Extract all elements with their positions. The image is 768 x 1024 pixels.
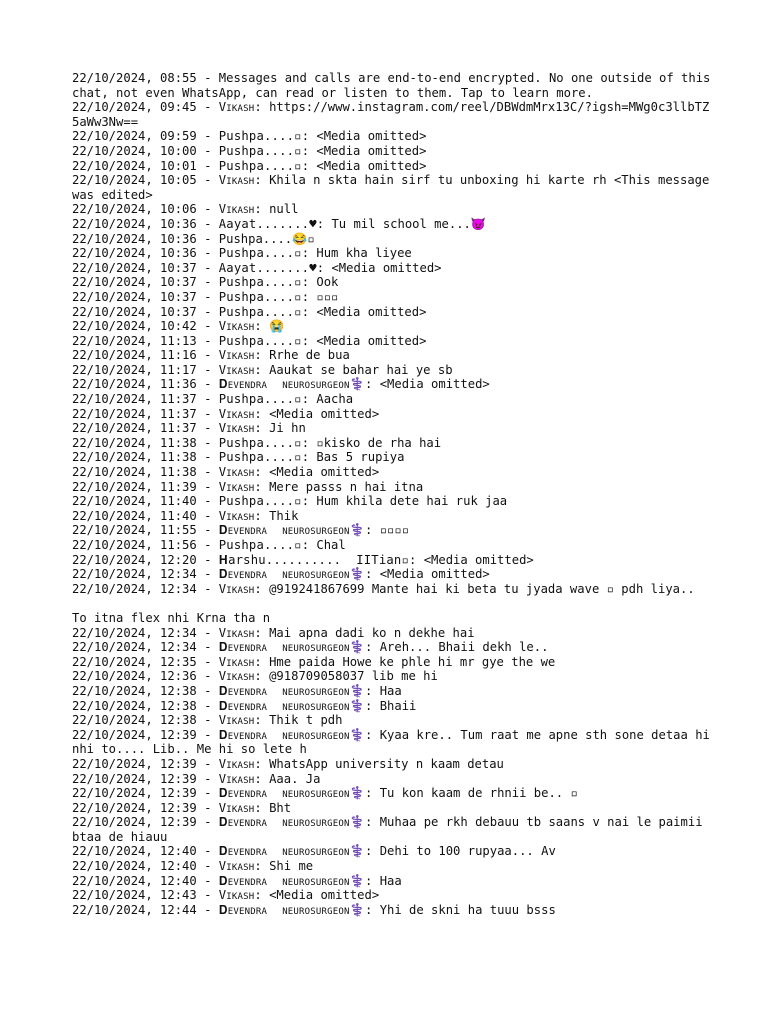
message-text: Mai apna dadi ko n dekhe hai <box>269 625 475 640</box>
message-line: 22/10/2024, 09:45 - Vikash: https://www.instagram.com/reel/DBWdmMrx13C/?igsh=MWg0c3llbTZ5aWw3Nw== <box>72 100 710 129</box>
message-timestamp: 22/10/2024, 11:56 <box>72 538 197 552</box>
message-line: 22/10/2024, 10:37 - Pushpa....▫: <Media omitted> <box>72 304 427 319</box>
message-line: 22/10/2024, 10:36 - Aayat.......♥: Tu mil school me...😈 <box>72 216 487 231</box>
message-line: 22/10/2024, 11:16 - Vikash: Rrhe de bua <box>72 348 350 363</box>
message-sender: 𝐇arshu.......... IITian▫ <box>218 552 409 567</box>
message-line: 22/10/2024, 10:37 - Pushpa....▫: Ook <box>72 275 339 290</box>
message-sender: Vikash <box>218 100 255 115</box>
message-sender: Vikash <box>218 771 255 786</box>
message-line: 22/10/2024, 11:37 - Pushpa....▫: Aacha <box>72 392 354 407</box>
message-line: 22/10/2024, 10:36 - Pushpa....▫: Hum kha liyee <box>72 246 412 261</box>
message-timestamp: 22/10/2024, 12:34 <box>72 581 197 596</box>
message-line: 22/10/2024, 12:39 - Vikash: Bht <box>72 800 292 815</box>
message-line: 22/10/2024, 10:36 - Pushpa....😂▫ <box>72 231 315 246</box>
message-timestamp: 22/10/2024, 11:17 <box>72 362 197 377</box>
message-text: Dehi to 100 rupyaa... Av <box>379 844 556 859</box>
message-text: <Media omitted> <box>269 888 380 903</box>
message-timestamp: 22/10/2024, 12:39 <box>72 727 197 742</box>
message-text: <Media omitted> <box>316 333 427 348</box>
message-line: 22/10/2024, 12:40 - 𝐃evendra neurosurgeon⚕️: Dehi to 100 rupyaa... Av <box>72 844 556 859</box>
message-timestamp: 22/10/2024, 08:55 <box>72 71 197 85</box>
message-line: 22/10/2024, 11:38 - Vikash: <Media omitted> <box>72 465 380 480</box>
message-text: Aacha <box>316 392 354 407</box>
message-text: Hum kha liyee <box>316 246 412 261</box>
message-timestamp: 22/10/2024, 12:39 <box>72 800 197 815</box>
message-sender: Vikash <box>218 800 255 815</box>
message-timestamp: 22/10/2024, 10:06 <box>72 202 197 217</box>
message-sender: Vikash <box>218 173 255 188</box>
message-timestamp: 22/10/2024, 11:16 <box>72 348 197 363</box>
message-timestamp: 22/10/2024, 10:37 <box>72 275 197 290</box>
message-sender: Vikash <box>218 756 255 771</box>
message-text: Ji hn <box>269 421 306 436</box>
message-text: Haa <box>379 873 402 888</box>
message-sender: Pushpa....▫ <box>218 275 302 290</box>
message-sender: 𝐃evendra neurosurgeon⚕️ <box>218 902 365 917</box>
message-text: <Media omitted> <box>269 406 380 421</box>
message-text: ▫kisko de rha hai <box>316 435 442 450</box>
message-line: 22/10/2024, 12:39 - 𝐃evendra neurosurgeon⚕️: Kyaa kre.. Tum raat me apne sth sone detaa hi nhi to.... Lib.. Me hi so lete h <box>72 727 718 757</box>
message-text: Khila n skta hain sirf tu unboxing hi karte rh <This message was edited> <box>72 173 717 202</box>
message-line: 22/10/2024, 12:20 - 𝐇arshu.......... IITian▫: <Media omitted> <box>72 552 534 567</box>
message-sender: Vikash <box>218 465 255 480</box>
message-sender: Vikash <box>218 669 255 684</box>
message-sender: 𝐃evendra neurosurgeon⚕️ <box>218 683 365 698</box>
message-text: @918709058037 lib me hi <box>269 669 438 684</box>
message-sender: Vikash <box>218 406 255 421</box>
message-text: null <box>269 202 299 217</box>
message-timestamp: 22/10/2024, 12:39 <box>72 756 197 771</box>
message-line: 22/10/2024, 10:01 - Pushpa....▫: <Media omitted> <box>72 158 427 173</box>
message-timestamp: 22/10/2024, 10:36 <box>72 216 197 231</box>
message-text: <Media omitted> <box>316 129 427 144</box>
message-line: 22/10/2024, 10:06 - Vikash: null <box>72 202 299 217</box>
message-text: https://www.instagram.com/reel/DBWdmMrx13C/?igsh=MWg0c3llbTZ5aWw3Nw== <box>72 100 710 129</box>
message-line: 22/10/2024, 12:34 - 𝐃evendra neurosurgeon⚕️: <Media omitted> <box>72 567 490 582</box>
message-text: Aaukat se bahar hai ye sb <box>269 362 453 377</box>
message-text: <Media omitted> <box>379 567 490 582</box>
message-sender: Pushpa....▫ <box>218 129 302 144</box>
message-sender: Pushpa....▫ <box>218 143 302 158</box>
message-text: Haa <box>379 683 402 698</box>
message-text: <Media omitted> <box>316 158 427 173</box>
message-text: Thik t pdh <box>269 713 343 728</box>
message-text: Pushpa....😂▫ <box>218 231 315 246</box>
message-text: Chal <box>316 538 346 552</box>
message-line: 22/10/2024, 12:44 - 𝐃evendra neurosurgeon⚕️: Yhi de skni ha tuuu bsss <box>72 902 556 917</box>
message-sender: Vikash <box>218 859 255 874</box>
message-timestamp: 22/10/2024, 12:40 <box>72 844 197 859</box>
message-timestamp: 22/10/2024, 12:40 <box>72 873 197 888</box>
message-line: 22/10/2024, 10:37 - Pushpa....▫: ▫▫▫ <box>72 289 339 304</box>
message-timestamp: 22/10/2024, 10:37 <box>72 289 197 304</box>
message-timestamp: 22/10/2024, 11:55 <box>72 523 197 538</box>
message-sender: Pushpa....▫ <box>218 435 302 450</box>
message-line: 22/10/2024, 10:42 - Vikash: 😭 <box>72 319 285 334</box>
message-text: Mere passs n hai itna <box>269 479 424 494</box>
message-line: 22/10/2024, 11:55 - 𝐃evendra neurosurgeon⚕️: ▫▫▫▫ <box>72 523 410 538</box>
message-timestamp: 22/10/2024, 12:40 <box>72 859 197 874</box>
message-timestamp: 22/10/2024, 11:38 <box>72 465 197 480</box>
message-text: Bas 5 rupiya <box>316 450 405 465</box>
message-text: <Media omitted> <box>331 260 442 275</box>
message-text: WhatsApp university n kaam detau <box>269 756 504 771</box>
message-timestamp: 22/10/2024, 10:37 <box>72 260 197 275</box>
message-text: Hum khila dete hai ruk jaa <box>316 494 508 509</box>
message-timestamp: 22/10/2024, 12:34 <box>72 625 197 640</box>
message-line: 22/10/2024, 12:34 - 𝐃evendra neurosurgeon⚕️: Areh... Bhaii dekh le.. <box>72 640 549 655</box>
chat-export-document <box>72 71 718 917</box>
message-line: 22/10/2024, 11:56 - Pushpa....▫: Chal <box>72 538 346 552</box>
message-sender: Vikash <box>218 319 255 334</box>
message-text: Muhaa pe rkh debauu tb saans v nai le paimii btaa de hiauu <box>72 815 710 844</box>
message-sender: 𝐃evendra neurosurgeon⚕️ <box>218 873 365 888</box>
message-line: 22/10/2024, 10:05 - Vikash: Khila n skta hain sirf tu unboxing hi karte rh <This message was edited> <box>72 173 717 202</box>
message-text: Yhi de skni ha tuuu bsss <box>379 902 556 917</box>
message-timestamp: 22/10/2024, 11:36 <box>72 377 197 392</box>
message-timestamp: 22/10/2024, 11:37 <box>72 392 197 407</box>
message-sender: Vikash <box>218 713 255 728</box>
message-timestamp: 22/10/2024, 12:38 <box>72 713 197 728</box>
message-timestamp: 22/10/2024, 11:37 <box>72 406 197 421</box>
message-line: 22/10/2024, 10:37 - Aayat.......♥: <Media omitted> <box>72 260 442 275</box>
message-sender: Pushpa....▫ <box>218 304 302 319</box>
message-text: Rrhe de bua <box>269 348 350 363</box>
message-line: 22/10/2024, 12:39 - 𝐃evendra neurosurgeon⚕️: Tu kon kaam de rhnii be.. ▫ <box>72 786 578 801</box>
message-sender: Aayat.......♥ <box>218 260 317 275</box>
message-line: 22/10/2024, 11:37 - Vikash: <Media omitted> <box>72 406 380 421</box>
message-line: 22/10/2024, 11:40 - Pushpa....▫: Hum khila dete hai ruk jaa <box>72 494 508 509</box>
message-timestamp: 22/10/2024, 11:38 <box>72 450 197 465</box>
message-line: 22/10/2024, 12:38 - 𝐃evendra neurosurgeon⚕️: Bhaii <box>72 698 417 713</box>
message-timestamp: 22/10/2024, 12:38 <box>72 698 197 713</box>
message-text: Ook <box>316 275 339 290</box>
message-timestamp: 22/10/2024, 10:37 <box>72 304 197 319</box>
message-text: Tu kon kaam de rhnii be.. ▫ <box>379 786 578 801</box>
message-timestamp: 22/10/2024, 11:40 <box>72 494 197 509</box>
message-line: 22/10/2024, 11:37 - Vikash: Ji hn <box>72 421 306 436</box>
message-timestamp: 22/10/2024, 11:13 <box>72 333 197 348</box>
message-timestamp: 22/10/2024, 11:39 <box>72 479 197 494</box>
message-sender: 𝐃evendra neurosurgeon⚕️ <box>218 786 365 801</box>
message-sender: Pushpa....▫ <box>218 494 302 509</box>
message-line: 22/10/2024, 12:34 - Vikash: @919241867699 Mante hai ki beta tu jyada wave ▫ pdh liya.. To itna flex nhi Krna tha n <box>72 581 695 625</box>
message-text: 😭 <box>269 319 285 334</box>
message-sender: Vikash <box>218 348 255 363</box>
message-sender: 𝐃evendra neurosurgeon⚕️ <box>218 640 365 655</box>
message-timestamp: 22/10/2024, 10:36 <box>72 231 197 246</box>
message-line: 22/10/2024, 11:40 - Vikash: Thik <box>72 508 299 523</box>
message-line: 22/10/2024, 09:59 - Pushpa....▫: <Media omitted> <box>72 129 427 144</box>
message-sender: Pushpa....▫ <box>218 333 302 348</box>
message-line: 22/10/2024, 12:39 - Vikash: WhatsApp university n kaam detau <box>72 756 504 771</box>
message-line: 22/10/2024, 10:00 - Pushpa....▫: <Media omitted> <box>72 143 427 158</box>
message-text: Messages and calls are end-to-end encrypted. No one outside of this chat, not even WhatsApp, can read or listen to them. Tap to learn more. <box>72 71 718 100</box>
message-sender: Aayat.......♥ <box>218 216 317 231</box>
message-sender: 𝐃evendra neurosurgeon⚕️ <box>218 727 365 742</box>
message-sender: Vikash <box>218 479 255 494</box>
message-timestamp: 22/10/2024, 12:34 <box>72 640 197 655</box>
message-timestamp: 22/10/2024, 11:40 <box>72 508 197 523</box>
message-line: 22/10/2024, 12:34 - Vikash: Mai apna dadi ko n dekhe hai <box>72 625 475 640</box>
message-sender: 𝐃evendra neurosurgeon⚕️ <box>218 567 365 582</box>
message-timestamp: 22/10/2024, 10:36 <box>72 246 197 261</box>
message-line: 22/10/2024, 11:38 - Pushpa....▫: Bas 5 rupiya <box>72 450 405 465</box>
message-line: 22/10/2024, 08:55 - Messages and calls are end-to-end encrypted. No one outside of this chat, not even WhatsApp, can read or listen to them. Tap to learn more. <box>72 71 718 100</box>
message-line: 22/10/2024, 12:40 - Vikash: Shi me <box>72 859 314 874</box>
message-sender: Vikash <box>218 625 255 640</box>
message-text: <Media omitted> <box>316 143 427 158</box>
message-timestamp: 22/10/2024, 10:00 <box>72 143 197 158</box>
message-timestamp: 22/10/2024, 09:45 <box>72 100 197 115</box>
message-line: 22/10/2024, 11:13 - Pushpa....▫: <Media omitted> <box>72 333 427 348</box>
message-line: 22/10/2024, 12:38 - Vikash: Thik t pdh <box>72 713 343 728</box>
message-line: 22/10/2024, 11:17 - Vikash: Aaukat se bahar hai ye sb <box>72 362 453 377</box>
message-timestamp: 22/10/2024, 12:39 <box>72 771 197 786</box>
message-text: Thik <box>269 508 299 523</box>
message-text: <Media omitted> <box>423 552 534 567</box>
message-sender: Pushpa....▫ <box>218 538 302 552</box>
message-line: 22/10/2024, 12:39 - Vikash: Aaa. Ja <box>72 771 321 786</box>
message-sender: Vikash <box>218 581 255 596</box>
message-text: Aaa. Ja <box>269 771 321 786</box>
message-sender: Vikash <box>218 654 255 669</box>
message-timestamp: 22/10/2024, 10:01 <box>72 158 197 173</box>
message-line: 22/10/2024, 11:38 - Pushpa....▫: ▫kisko de rha hai <box>72 435 442 450</box>
message-timestamp: 22/10/2024, 12:38 <box>72 683 197 698</box>
message-line: 22/10/2024, 12:39 - 𝐃evendra neurosurgeon⚕️: Muhaa pe rkh debauu tb saans v nai le paimii btaa de hiauu <box>72 815 710 844</box>
message-timestamp: 22/10/2024, 12:44 <box>72 902 197 917</box>
message-timestamp: 22/10/2024, 10:05 <box>72 173 197 188</box>
message-sender: Vikash <box>218 202 255 217</box>
message-line: 22/10/2024, 12:36 - Vikash: @918709058037 lib me hi <box>72 669 438 684</box>
message-sender: Pushpa....▫ <box>218 289 302 304</box>
message-sender: 𝐃evendra neurosurgeon⚕️ <box>218 844 365 859</box>
message-sender: Vikash <box>218 508 255 523</box>
message-timestamp: 22/10/2024, 11:37 <box>72 421 197 436</box>
message-line: 22/10/2024, 12:43 - Vikash: <Media omitted> <box>72 888 380 903</box>
message-sender: Pushpa....▫ <box>218 450 302 465</box>
message-sender: Pushpa....▫ <box>218 158 302 173</box>
message-sender: Vikash <box>218 888 255 903</box>
message-text: ▫▫▫ <box>316 289 339 304</box>
message-text: Bhaii <box>379 698 417 713</box>
message-timestamp: 22/10/2024, 12:35 <box>72 654 197 669</box>
message-text: Kyaa kre.. Tum raat me apne sth sone detaa hi nhi to.... Lib.. Me hi so lete h <box>72 727 718 757</box>
message-timestamp: 22/10/2024, 12:36 <box>72 669 197 684</box>
message-sender: 𝐃evendra neurosurgeon⚕️ <box>218 815 365 830</box>
message-timestamp: 22/10/2024, 12:39 <box>72 786 197 801</box>
message-text: Bht <box>269 800 292 815</box>
message-text: Tu mil school me...😈 <box>331 216 487 231</box>
message-line: 22/10/2024, 12:40 - 𝐃evendra neurosurgeon⚕️: Haa <box>72 873 402 888</box>
message-timestamp: 22/10/2024, 12:20 <box>72 552 197 567</box>
message-timestamp: 22/10/2024, 12:39 <box>72 815 197 830</box>
message-text: Shi me <box>269 859 314 874</box>
message-text: <Media omitted> <box>316 304 427 319</box>
message-sender: Vikash <box>218 362 255 377</box>
message-timestamp: 22/10/2024, 09:59 <box>72 129 197 144</box>
message-text: @919241867699 Mante hai ki beta tu jyada wave ▫ pdh liya.. To itna flex nhi Krna tha n <box>72 581 695 625</box>
message-timestamp: 22/10/2024, 11:38 <box>72 435 197 450</box>
message-sender: 𝐃evendra neurosurgeon⚕️ <box>218 523 365 538</box>
message-text: Hme paida Howe ke phle hi mr gye the we <box>269 654 556 669</box>
message-sender: Pushpa....▫ <box>218 246 302 261</box>
message-text: <Media omitted> <box>379 377 490 392</box>
message-line: 22/10/2024, 12:35 - Vikash: Hme paida Howe ke phle hi mr gye the we <box>72 654 556 669</box>
message-text: ▫▫▫▫ <box>379 523 410 538</box>
message-text: <Media omitted> <box>269 465 380 480</box>
message-timestamp: 22/10/2024, 12:34 <box>72 567 197 582</box>
message-sender: 𝐃evendra neurosurgeon⚕️ <box>218 377 365 392</box>
message-timestamp: 22/10/2024, 12:43 <box>72 888 197 903</box>
message-line: 22/10/2024, 11:36 - 𝐃evendra neurosurgeon⚕️: <Media omitted> <box>72 377 490 392</box>
message-line: 22/10/2024, 11:39 - Vikash: Mere passs n hai itna <box>72 479 424 494</box>
message-line: 22/10/2024, 12:38 - 𝐃evendra neurosurgeon⚕️: Haa <box>72 683 402 698</box>
message-timestamp: 22/10/2024, 10:42 <box>72 319 197 334</box>
message-sender: Vikash <box>218 421 255 436</box>
message-text: Areh... Bhaii dekh le.. <box>379 640 549 655</box>
message-sender: 𝐃evendra neurosurgeon⚕️ <box>218 698 365 713</box>
message-sender: Pushpa....▫ <box>218 392 302 407</box>
